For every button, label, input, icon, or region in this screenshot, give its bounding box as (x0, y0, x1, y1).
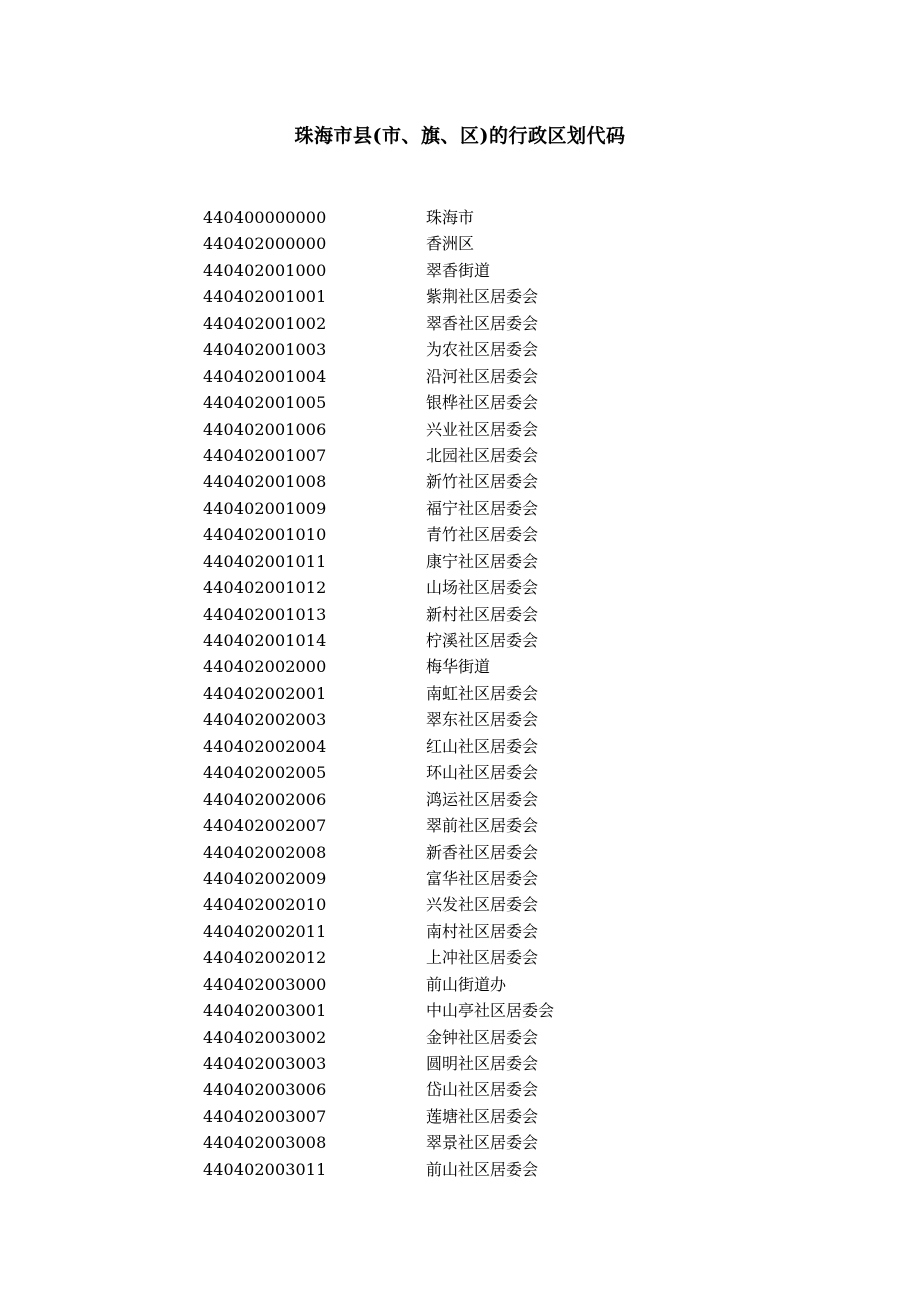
list-item (203, 496, 683, 522)
list-item (203, 866, 683, 892)
list-item (203, 311, 683, 337)
division-code: 440402002003 (203, 710, 327, 730)
division-code: 440402001005 (203, 393, 327, 413)
division-code: 440402003000 (203, 974, 327, 994)
list-item (203, 813, 683, 839)
division-code: 440402001003 (203, 340, 327, 360)
division-name: 莲塘社区居委会 (426, 1106, 539, 1126)
division-name: 珠海市 (426, 208, 475, 227)
list-item (203, 1157, 683, 1183)
list-item (203, 840, 683, 866)
division-code: 440402001014 (203, 631, 327, 650)
list-item (203, 231, 683, 257)
division-name: 兴发社区居委会 (426, 895, 539, 915)
division-name: 柠溪社区居委会 (426, 631, 539, 650)
division-code: 440402003007 (203, 1106, 327, 1126)
list-item (203, 760, 683, 786)
division-code: 440402003011 (203, 1159, 327, 1179)
division-code: 440402001000 (203, 260, 327, 280)
code-list (203, 205, 683, 1183)
division-code: 440402001011 (203, 551, 327, 571)
division-name: 翠景社区居委会 (426, 1133, 539, 1153)
division-code: 440402001002 (203, 313, 327, 333)
list-item (203, 654, 683, 680)
division-code: 440402001006 (203, 419, 327, 439)
division-name: 北园社区居委会 (426, 445, 539, 465)
list-item (203, 522, 683, 548)
division-name: 康宁社区居委会 (426, 551, 539, 571)
division-code: 440402003006 (203, 1080, 327, 1100)
division-name: 山场社区居委会 (426, 578, 539, 598)
division-name: 红山社区居委会 (426, 736, 539, 756)
division-name: 鸿运社区居委会 (426, 789, 539, 809)
division-name: 前山街道办 (426, 974, 507, 994)
division-name: 中山亭社区居委会 (426, 1001, 555, 1021)
division-code: 440402002005 (203, 763, 327, 783)
list-item (203, 628, 683, 654)
division-name: 新竹社区居委会 (426, 472, 539, 492)
division-code: 440402002008 (203, 842, 327, 862)
list-item (203, 602, 683, 628)
division-code: 440402002010 (203, 895, 327, 915)
division-name: 翠香社区居委会 (426, 313, 539, 333)
division-name: 南村社区居委会 (426, 921, 539, 941)
division-name: 上冲社区居委会 (426, 948, 539, 968)
division-code: 440402002004 (203, 736, 327, 756)
list-item (203, 417, 683, 443)
list-item (203, 549, 683, 575)
division-code: 440402002012 (203, 948, 327, 968)
division-code: 440402002001 (203, 683, 327, 703)
division-code: 440400000000 (203, 208, 327, 227)
division-name: 环山社区居委会 (426, 763, 539, 783)
division-code: 440402001001 (203, 287, 327, 307)
division-name: 金钟社区居委会 (426, 1027, 539, 1047)
list-item (203, 258, 683, 284)
division-name: 青竹社区居委会 (426, 525, 539, 545)
list-item (203, 337, 683, 363)
division-name: 翠前社区居委会 (426, 816, 539, 836)
list-item (203, 575, 683, 601)
list-item (203, 205, 683, 231)
division-name: 南虹社区居委会 (426, 683, 539, 703)
division-code: 440402001008 (203, 472, 327, 492)
list-item (203, 707, 683, 733)
document-title: 珠海市县(市、旗、区)的行政区划代码 (294, 125, 626, 147)
division-name: 紫荆社区居委会 (426, 287, 539, 307)
list-item (203, 1077, 683, 1103)
list-item (203, 734, 683, 760)
division-name: 岱山社区居委会 (426, 1080, 539, 1100)
division-name: 新村社区居委会 (426, 604, 539, 624)
list-item (203, 1025, 683, 1051)
list-item (203, 681, 683, 707)
list-item (203, 945, 683, 971)
list-item (203, 284, 683, 310)
division-name: 福宁社区居委会 (426, 498, 539, 518)
division-name: 翠东社区居委会 (426, 710, 539, 730)
list-item (203, 1104, 683, 1130)
list-item (203, 1051, 683, 1077)
division-code: 440402000000 (203, 234, 327, 254)
division-name: 银桦社区居委会 (426, 393, 539, 413)
list-item (203, 390, 683, 416)
division-code: 440402002011 (203, 921, 327, 941)
division-code: 440402003008 (203, 1133, 327, 1153)
list-item (203, 469, 683, 495)
division-name: 为农社区居委会 (426, 340, 539, 360)
division-code: 440402001012 (203, 578, 327, 598)
division-name: 翠香街道 (426, 260, 491, 280)
division-code: 440402001013 (203, 604, 327, 624)
division-name: 圆明社区居委会 (426, 1054, 539, 1073)
division-code: 440402002006 (203, 789, 327, 809)
division-name: 富华社区居委会 (426, 868, 539, 888)
list-item (203, 787, 683, 813)
division-code: 440402002000 (203, 657, 327, 677)
list-item (203, 443, 683, 469)
division-name: 香洲区 (426, 234, 475, 254)
division-code: 440402002009 (203, 868, 327, 888)
list-item (203, 1130, 683, 1156)
division-code: 440402001009 (203, 498, 327, 518)
division-code: 440402003001 (203, 1001, 327, 1021)
list-item (203, 364, 683, 390)
division-code: 440402003003 (203, 1054, 327, 1073)
list-item (203, 998, 683, 1024)
division-name: 新香社区居委会 (426, 842, 539, 862)
division-name: 梅华街道 (426, 657, 491, 677)
division-code: 440402001007 (203, 445, 327, 465)
division-name: 兴业社区居委会 (426, 419, 539, 439)
division-name: 沿河社区居委会 (426, 366, 539, 386)
division-code: 440402001004 (203, 366, 327, 386)
division-code: 440402003002 (203, 1027, 327, 1047)
division-name: 前山社区居委会 (426, 1159, 539, 1179)
list-item (203, 972, 683, 998)
list-item (203, 892, 683, 918)
division-code: 440402001010 (203, 525, 327, 545)
division-code: 440402002007 (203, 816, 327, 836)
list-item (203, 919, 683, 945)
